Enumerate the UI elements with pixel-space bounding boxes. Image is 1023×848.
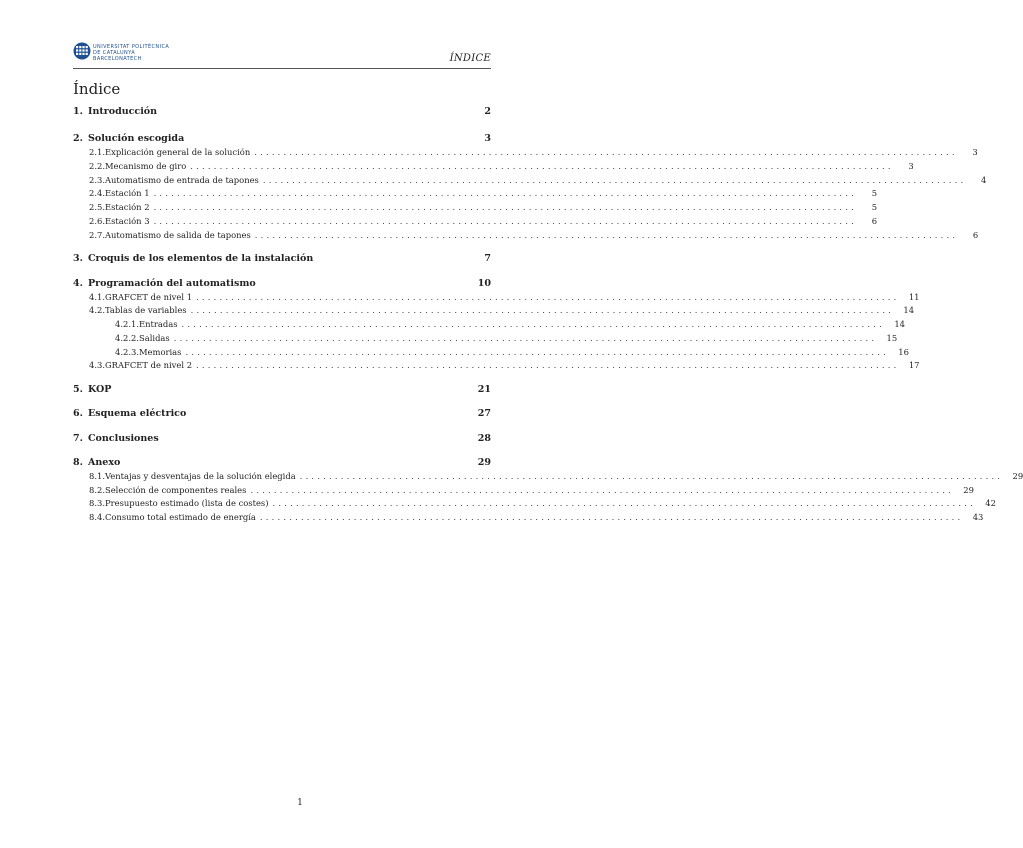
toc-entry-title: Introducción xyxy=(88,106,158,117)
toc-subsection-entry[interactable] xyxy=(73,230,979,240)
toc-dot-leader: ........................................................................................................................ xyxy=(153,188,858,198)
toc-entry-number: 7. xyxy=(73,433,83,444)
toc-entry-title: Anexo xyxy=(88,457,121,468)
toc-subsection-entry[interactable] xyxy=(73,498,996,508)
toc-subsection-entry[interactable] xyxy=(73,512,984,522)
toc-entry-page: 10 xyxy=(477,278,491,289)
toc-subsection-entry[interactable] xyxy=(73,333,898,343)
toc-entry-number: 8. xyxy=(73,457,83,468)
toc-subsection-entry[interactable] xyxy=(73,188,878,198)
toc-dot-leader: ........................................................................................................................ xyxy=(181,319,885,329)
toc-entry-page: 3 xyxy=(908,161,914,171)
toc-entry-page: 14 xyxy=(894,319,905,329)
toc-entry-title: GRAFCET de nivel 1 xyxy=(104,292,193,302)
toc-entry-number: 2.5. xyxy=(89,202,105,212)
toc-entry-title: Tablas de variables xyxy=(104,305,187,315)
toc-dot-leader: ........................................................................................................................ xyxy=(250,485,954,495)
toc-entry-title: Solución escogida xyxy=(88,133,185,144)
toc-entry-page: 21 xyxy=(477,384,491,395)
toc-entry-title: GRAFCET de nivel 2 xyxy=(104,360,193,370)
toc-entry-title: Explicación general de la solución xyxy=(104,147,251,157)
toc-entry-title: Selección de componentes reales xyxy=(104,485,247,495)
toc-entry-number: 4.2.3. xyxy=(115,347,139,357)
toc-subsection-entry[interactable] xyxy=(73,175,987,185)
toc-entry-page: 42 xyxy=(985,498,996,508)
toc-entry-number: 1. xyxy=(73,106,83,117)
toc-entry-title: Estación 3 xyxy=(104,216,150,226)
toc-entry-title: Esquema eléctrico xyxy=(88,408,187,419)
toc-entry-number: 5. xyxy=(73,384,83,395)
toc-entry-title: Salidas xyxy=(138,333,170,343)
toc-entry-page: 29 xyxy=(1012,471,1023,481)
toc-entry-number: 2.1. xyxy=(89,147,105,157)
toc-dot-leader: ........................................................................................................................ xyxy=(153,202,858,212)
toc-entry-title: Automatismo de salida de tapones xyxy=(104,230,251,240)
toc-subsection-entry[interactable] xyxy=(73,161,914,171)
toc-entry-page: 29 xyxy=(477,457,491,468)
toc-entry-number: 4.2. xyxy=(89,305,105,315)
toc-entry-number: 8.2. xyxy=(89,485,105,495)
toc-entry-number: 4.2.1. xyxy=(115,319,139,329)
toc-section-entry[interactable] xyxy=(73,253,491,264)
toc-subsection-entry[interactable] xyxy=(73,485,974,495)
toc-section-entry[interactable] xyxy=(73,384,491,395)
toc-entry-page: 15 xyxy=(886,333,898,343)
toc-entry-number: 4.2.2. xyxy=(115,333,139,343)
toc-entry-number: 2.4. xyxy=(89,188,105,198)
toc-entry-number: 3. xyxy=(73,253,83,264)
toc-subsection-entry[interactable] xyxy=(73,292,920,302)
toc-subsection-entry[interactable] xyxy=(73,319,905,329)
toc-subsection-entry[interactable] xyxy=(73,202,878,212)
toc-entry-page: 11 xyxy=(908,292,920,302)
toc-entry-page: 6 xyxy=(871,216,878,226)
toc-entry-number: 4. xyxy=(73,278,83,289)
toc-entry-page: 5 xyxy=(871,188,878,198)
toc-entry-title: Entradas xyxy=(138,319,178,329)
toc-dot-leader: ........................................................................................................................ xyxy=(153,216,858,226)
toc-entry-page: 43 xyxy=(972,512,984,522)
toc-entry-number: 2.3. xyxy=(89,175,105,185)
toc-entry-title: Croquis de los elementos de la instalación xyxy=(88,253,314,264)
toc-entry-number: 2.6. xyxy=(89,216,105,226)
toc-entry-page: 7 xyxy=(484,253,491,264)
toc-subsection-entry[interactable] xyxy=(73,471,1023,481)
toc-entry-title: Consumo total estimado de energía xyxy=(104,512,256,522)
page-title: Índice xyxy=(73,80,121,98)
toc-dot-leader: ........................................................................................................................ xyxy=(190,305,895,315)
toc-entry-title: Memorias xyxy=(138,347,182,357)
toc-entry-title: KOP xyxy=(88,384,112,395)
university-logo xyxy=(73,42,173,64)
toc-entry-page: 16 xyxy=(898,347,909,357)
running-title: ÍNDICE xyxy=(449,53,491,64)
toc-dot-leader: ........................................................................................................................ xyxy=(196,360,900,370)
toc-entry-number: 4.1. xyxy=(89,292,105,302)
toc-dot-leader: ........................................................................................................................ xyxy=(173,333,878,343)
toc-entry-page: 29 xyxy=(963,485,974,495)
page-header xyxy=(73,38,491,69)
toc-section-entry[interactable] xyxy=(73,133,491,144)
toc-subsection-entry[interactable] xyxy=(73,305,915,315)
toc-entry-title: Estación 1 xyxy=(104,188,150,198)
toc-entry-page: 28 xyxy=(477,433,491,444)
toc-dot-leader: ........................................................................................................................ xyxy=(254,147,958,157)
toc-entry-title: Mecanismo de giro xyxy=(104,161,187,171)
toc-subsection-entry[interactable] xyxy=(73,360,920,370)
toc-dot-leader: ........................................................................................................................ xyxy=(254,230,959,240)
toc-entry-page: 3 xyxy=(484,133,491,144)
toc-entry-number: 2. xyxy=(73,133,83,144)
toc-entry-number: 2.2. xyxy=(89,161,105,171)
toc-subsection-entry[interactable] xyxy=(73,216,878,226)
toc-entry-page: 2 xyxy=(484,106,491,117)
toc-subsection-entry[interactable] xyxy=(73,347,909,357)
toc-dot-leader: ........................................................................................................................ xyxy=(272,498,976,508)
toc-entry-number: 8.3. xyxy=(89,498,105,508)
toc-section-entry[interactable] xyxy=(73,433,491,444)
toc-section-entry[interactable] xyxy=(73,408,491,419)
toc-entry-page: 3 xyxy=(972,147,978,157)
toc-entry-number: 6. xyxy=(73,408,83,419)
toc-section-entry[interactable] xyxy=(73,457,491,468)
upc-logo-icon xyxy=(73,42,91,60)
toc-entry-page: 17 xyxy=(908,360,920,370)
toc-entry-title: Programación del automatismo xyxy=(88,278,256,289)
toc-dot-leader: ........................................................................................................................ xyxy=(185,347,889,357)
toc-section-entry[interactable] xyxy=(73,278,491,289)
toc-entry-page: 5 xyxy=(871,202,878,212)
toc-dot-leader: ........................................................................................................................ xyxy=(190,161,894,171)
toc-entry-title: Ventajas y desventajas de la solución elegida xyxy=(104,471,296,481)
toc-dot-leader: ........................................................................................................................ xyxy=(196,292,900,302)
toc-subsection-entry[interactable] xyxy=(73,147,978,157)
toc-entry-number: 8.4. xyxy=(89,512,105,522)
toc-entry-number: 2.7. xyxy=(89,230,105,240)
toc-entry-title: Conclusiones xyxy=(88,433,159,444)
toc-section-entry[interactable] xyxy=(73,106,491,117)
logo-text: UNIVERSITAT POLITÈCNICA DE CATALUNYA BARCELONATECH xyxy=(93,44,170,62)
toc-entry-title: Presupuesto estimado (lista de costes) xyxy=(104,498,269,508)
toc-entry-page: 4 xyxy=(980,175,987,185)
toc-entry-page: 27 xyxy=(477,408,491,419)
toc-dot-leader: ........................................................................................................................ xyxy=(299,471,1004,481)
toc-entry-title: Estación 2 xyxy=(104,202,150,212)
toc-dot-leader: ........................................................................................................................ xyxy=(262,175,967,185)
page-number: 1 xyxy=(297,798,303,808)
toc-dot-leader: ........................................................................................................................ xyxy=(259,512,964,522)
toc-entry-page: 6 xyxy=(972,230,979,240)
toc-entry-title: Automatismo de entrada de tapones xyxy=(104,175,259,185)
toc-entry-number: 8.1. xyxy=(89,471,105,481)
toc-entry-number: 4.3. xyxy=(89,360,105,370)
toc-entry-page: 14 xyxy=(903,305,915,315)
